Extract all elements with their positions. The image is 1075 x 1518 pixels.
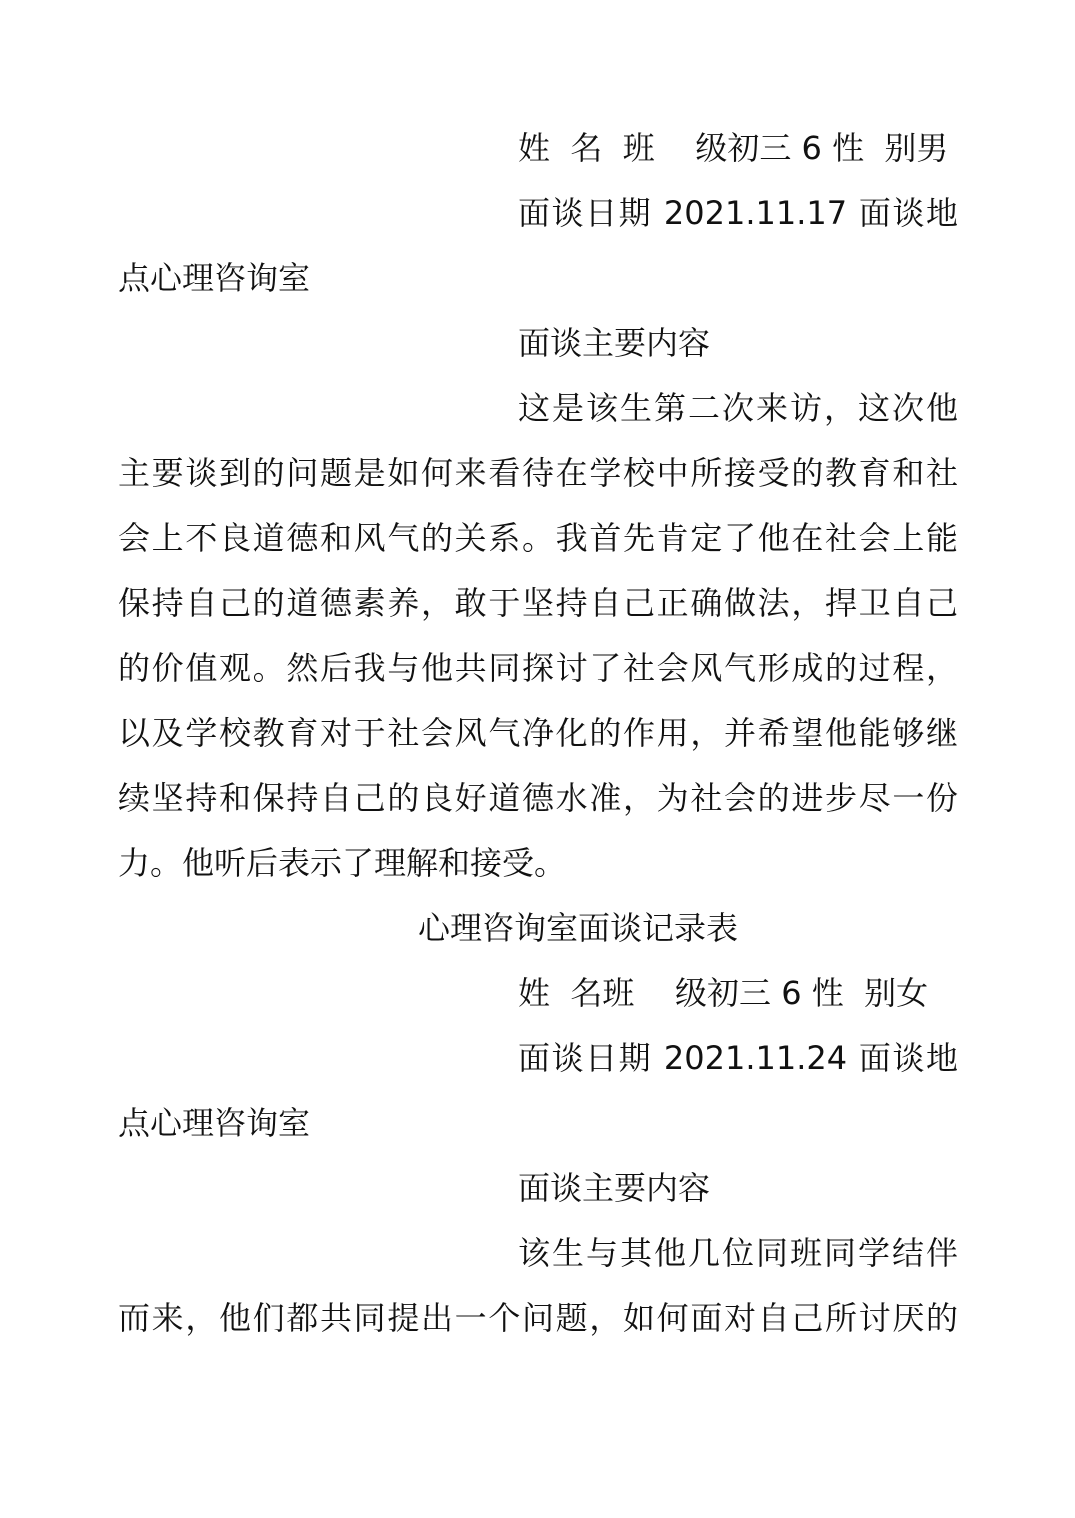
record2-title: 心理咨询室面谈记录表 <box>418 909 739 947</box>
record2-body-line: 该生与其他几位同班同学结伴 <box>518 1234 958 1272</box>
record1-body-line: 以及学校教育对于社会风气净化的作用，并希望他能够继 <box>118 714 958 752</box>
record2-content-heading: 面谈主要内容 <box>518 1169 711 1207</box>
record1-content-heading: 面谈主要内容 <box>518 324 711 362</box>
record1-place-line: 点心理咨询室 <box>118 259 311 297</box>
record1-body-line: 这是该生第二次来访，这次他 <box>518 389 958 427</box>
record1-date-line: 面谈日期 2021.11.17 面谈地 <box>518 194 958 232</box>
record1-body-line: 主要谈到的问题是如何来看待在学校中所接受的教育和社 <box>118 454 958 492</box>
record2-place-line: 点心理咨询室 <box>118 1104 311 1142</box>
record1-body-line: 续坚持和保持自己的良好道德水准，为社会的进步尽一份 <box>118 779 958 817</box>
record1-body-line: 力。他听后表示了理解和接受。 <box>118 844 567 882</box>
record2-date-line: 面谈日期 2021.11.24 面谈地 <box>518 1039 958 1077</box>
record1-body-line: 的价值观。然后我与他共同探讨了社会风气形成的过程， <box>118 649 958 687</box>
record1-body-line: 保持自己的道德素养，敢于坚持自己正确做法，捍卫自己 <box>118 584 958 622</box>
record1-info-line: 姓 名 班 级初三 6 性 别男 <box>518 129 949 167</box>
record1-body-line: 会上不良道德和风气的关系。我首先肯定了他在社会上能 <box>118 519 958 557</box>
record2-info-line: 姓 名班 级初三 6 性 别女 <box>518 974 929 1012</box>
record2-body-line: 而来，他们都共同提出一个问题，如何面对自己所讨厌的 <box>118 1299 958 1337</box>
